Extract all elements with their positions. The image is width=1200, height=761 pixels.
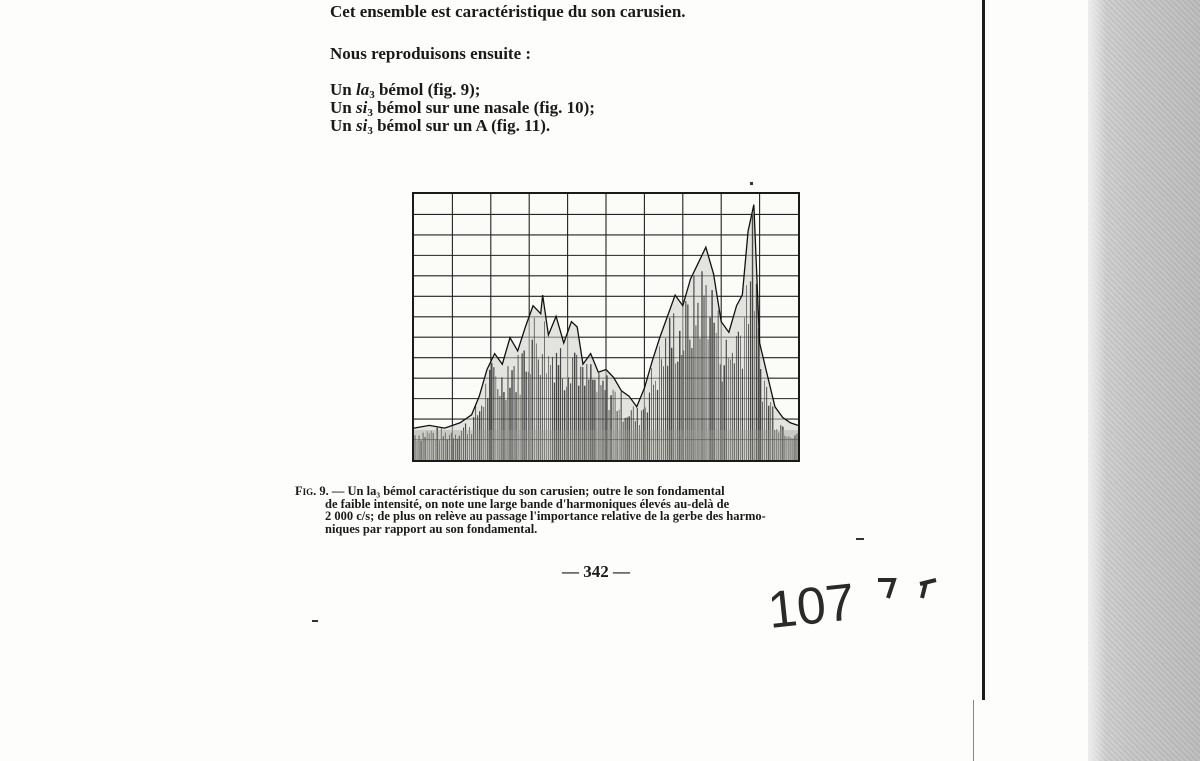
paragraph-line: Nous reproduisons ensuite : — [330, 44, 532, 63]
handwritten-number-icon — [770, 568, 960, 638]
note-name: si — [355, 116, 368, 135]
handwritten-annotation — [770, 568, 960, 638]
handwritten-tick-mark — [878, 580, 894, 598]
note-name: la — [355, 80, 370, 99]
scan-speck — [856, 538, 864, 540]
list-item-prefix: Un — [330, 116, 356, 135]
spectrogram-chart — [412, 192, 800, 462]
list-item-prefix: Un — [330, 80, 356, 99]
page-margin-shadow — [1088, 0, 1200, 761]
caption-figure-label: Fig. 9. — [295, 484, 329, 498]
scan-speck — [750, 182, 753, 185]
handwritten-number: 107 — [770, 573, 858, 638]
caption-line-text: — Un la₃ bémol caractéristique du son carusien; outre le son fondamental — [328, 484, 725, 498]
binding-line — [982, 0, 985, 700]
caption-line: niques par rapport au son fondamental. — [325, 521, 538, 536]
list-item-rest: bémol sur un A (fig. 11). — [372, 116, 551, 135]
caption-line — [295, 485, 935, 498]
noise-floor-band — [414, 430, 798, 460]
caption-line: de faible intensité, on note une large bande d'harmoniques élevés au-delà de — [325, 496, 730, 511]
octave-subscript: 3 — [367, 125, 373, 137]
spectrogram-figure — [412, 192, 800, 462]
note-name: si — [355, 98, 368, 117]
list-item-rest: bémol (fig. 9); — [374, 80, 481, 99]
handwritten-tick-mark — [920, 580, 936, 598]
list-item-rest: bémol sur une nasale (fig. 10); — [372, 98, 595, 117]
binding-line-lower — [973, 700, 974, 761]
caption-line: 2 000 c/s; de plus on relève au passage l'importance relative de la gerbe des harmo- — [325, 509, 766, 523]
list-item — [330, 117, 550, 140]
list-item-prefix: Un — [330, 98, 356, 117]
page-number: — 342 — — [562, 562, 630, 581]
octave-subscript: 3 — [367, 107, 373, 119]
figure-caption — [295, 485, 935, 535]
paragraph-line: Cet ensemble est caractéristique du son carusien. — [330, 2, 686, 21]
scan-speck — [312, 620, 318, 622]
octave-subscript: 3 — [369, 89, 375, 101]
